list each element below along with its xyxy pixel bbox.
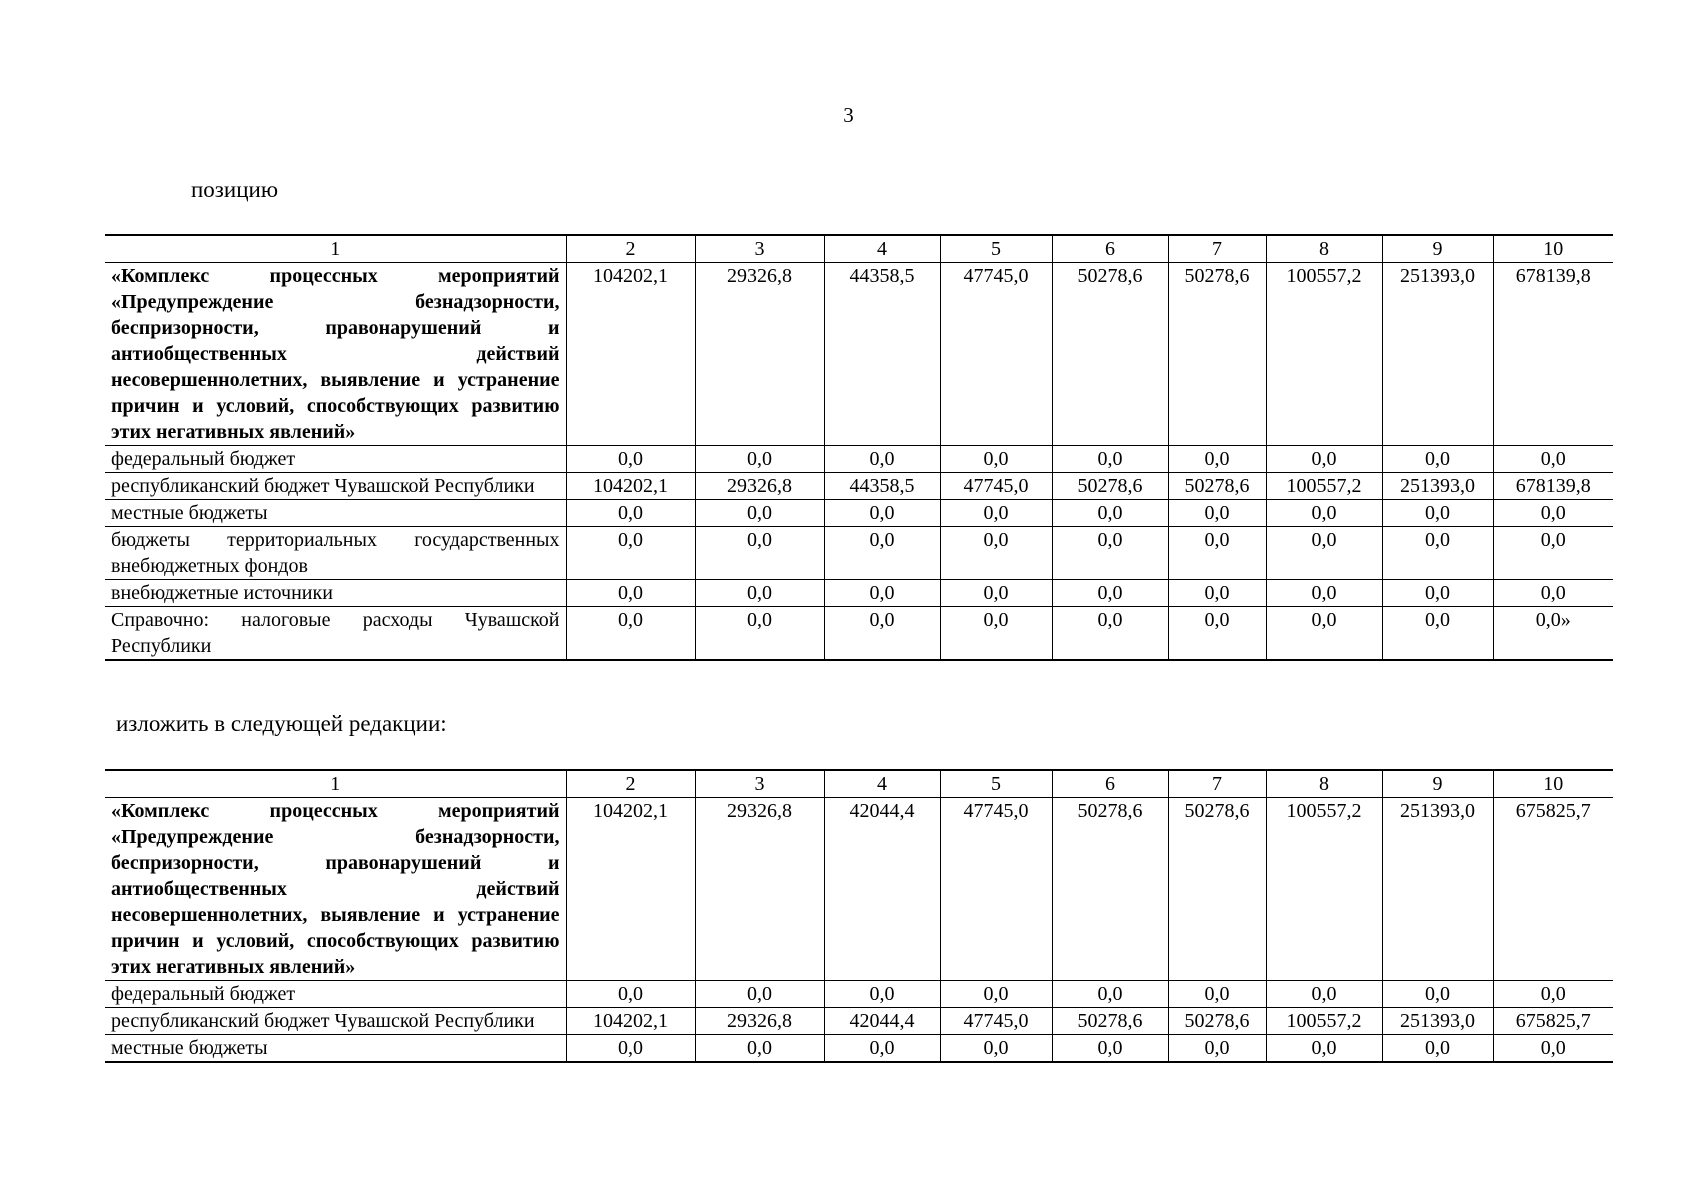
value-cell: 0,0 [940, 607, 1052, 661]
value-cell: 0,0 [1493, 446, 1613, 473]
new-budget-table [105, 769, 1613, 1063]
value-cell: 0,0 [566, 527, 695, 580]
page-number: 3 [843, 103, 854, 127]
column-number-header: 4 [824, 235, 940, 263]
row-label: внебюджетные источники [105, 580, 566, 607]
value-cell: 0,0 [1168, 527, 1266, 580]
value-cell: 29326,8 [695, 263, 824, 446]
value-cell: 0,0 [940, 580, 1052, 607]
column-number-header: 10 [1493, 770, 1613, 798]
column-number-header: 7 [1168, 770, 1266, 798]
value-cell: 47745,0 [940, 1008, 1052, 1035]
value-cell: 0,0 [1266, 1035, 1382, 1063]
value-cell: 47745,0 [940, 263, 1052, 446]
table-row [105, 798, 1613, 981]
value-cell: 0,0 [1052, 1035, 1168, 1063]
column-number-header: 6 [1052, 770, 1168, 798]
column-number-header: 6 [1052, 235, 1168, 263]
value-cell: 104202,1 [566, 473, 695, 500]
value-cell: 0,0 [1493, 1035, 1613, 1063]
value-cell: 0,0 [824, 1035, 940, 1063]
table-row [105, 263, 1613, 446]
value-cell: 0,0 [1382, 981, 1493, 1008]
value-cell: 29326,8 [695, 473, 824, 500]
value-cell: 50278,6 [1168, 263, 1266, 446]
column-number-header: 5 [940, 770, 1052, 798]
value-cell: 0,0 [566, 607, 695, 661]
column-number-header: 2 [566, 235, 695, 263]
value-cell: 0,0 [1493, 500, 1613, 527]
value-cell: 675825,7 [1493, 1008, 1613, 1035]
table-row [105, 981, 1613, 1008]
column-number-header: 8 [1266, 770, 1382, 798]
value-cell: 0,0» [1493, 607, 1613, 661]
value-cell: 50278,6 [1168, 473, 1266, 500]
value-cell: 50278,6 [1168, 798, 1266, 981]
value-cell: 47745,0 [940, 473, 1052, 500]
row-label: республиканский бюджет Чувашской Республики [105, 1008, 566, 1035]
table-row [105, 500, 1613, 527]
column-number-header: 1 [105, 770, 566, 798]
value-cell: 0,0 [1493, 981, 1613, 1008]
table-row [105, 446, 1613, 473]
row-label: местные бюджеты [105, 500, 566, 527]
value-cell: 0,0 [940, 981, 1052, 1008]
value-cell: 0,0 [1493, 527, 1613, 580]
value-cell: 100557,2 [1266, 1008, 1382, 1035]
value-cell: 0,0 [940, 446, 1052, 473]
value-cell: 0,0 [1382, 1035, 1493, 1063]
value-cell: 0,0 [695, 500, 824, 527]
value-cell: 675825,7 [1493, 798, 1613, 981]
value-cell: 0,0 [1266, 500, 1382, 527]
value-cell: 0,0 [940, 1035, 1052, 1063]
table-row [105, 1035, 1613, 1063]
value-cell: 50278,6 [1052, 473, 1168, 500]
value-cell: 0,0 [1168, 446, 1266, 473]
value-cell: 0,0 [1168, 500, 1266, 527]
value-cell: 0,0 [1266, 981, 1382, 1008]
value-cell: 42044,4 [824, 1008, 940, 1035]
value-cell: 0,0 [695, 446, 824, 473]
value-cell: 0,0 [940, 500, 1052, 527]
value-cell: 29326,8 [695, 798, 824, 981]
value-cell: 0,0 [1168, 981, 1266, 1008]
value-cell: 0,0 [566, 1035, 695, 1063]
value-cell: 0,0 [1052, 981, 1168, 1008]
row-label: республиканский бюджет Чувашской Республики [105, 473, 566, 500]
value-cell: 251393,0 [1382, 798, 1493, 981]
value-cell: 251393,0 [1382, 263, 1493, 446]
value-cell: 0,0 [824, 981, 940, 1008]
value-cell: 0,0 [824, 607, 940, 661]
value-cell: 44358,5 [824, 473, 940, 500]
column-number-header: 1 [105, 235, 566, 263]
value-cell: 0,0 [824, 527, 940, 580]
value-cell: 44358,5 [824, 263, 940, 446]
value-cell: 0,0 [824, 580, 940, 607]
column-number-header: 2 [566, 770, 695, 798]
value-cell: 0,0 [1266, 607, 1382, 661]
row-label: бюджеты территориальных государственных внебюджетных фондов [105, 527, 566, 580]
value-cell: 678139,8 [1493, 473, 1613, 500]
value-cell: 0,0 [1052, 446, 1168, 473]
value-cell: 0,0 [824, 446, 940, 473]
value-cell: 0,0 [695, 527, 824, 580]
value-cell: 104202,1 [566, 798, 695, 981]
value-cell: 0,0 [1382, 500, 1493, 527]
column-number-header: 7 [1168, 235, 1266, 263]
column-number-header: 10 [1493, 235, 1613, 263]
column-number-header: 9 [1382, 770, 1493, 798]
value-cell: 678139,8 [1493, 263, 1613, 446]
value-cell: 50278,6 [1052, 798, 1168, 981]
value-cell: 0,0 [1382, 527, 1493, 580]
value-cell: 0,0 [824, 500, 940, 527]
value-cell: 50278,6 [1052, 263, 1168, 446]
value-cell: 50278,6 [1168, 1008, 1266, 1035]
value-cell: 0,0 [566, 981, 695, 1008]
value-cell: 0,0 [1052, 607, 1168, 661]
value-cell: 0,0 [695, 580, 824, 607]
value-cell: 0,0 [1493, 580, 1613, 607]
value-cell: 100557,2 [1266, 263, 1382, 446]
column-number-header: 5 [940, 235, 1052, 263]
column-number-header: 3 [695, 235, 824, 263]
value-cell: 0,0 [1168, 1035, 1266, 1063]
value-cell: 0,0 [1266, 446, 1382, 473]
table-row [105, 527, 1613, 580]
column-number-header: 4 [824, 770, 940, 798]
value-cell: 0,0 [695, 981, 824, 1008]
value-cell: 0,0 [695, 1035, 824, 1063]
value-cell: 100557,2 [1266, 798, 1382, 981]
table-row [105, 580, 1613, 607]
row-label: федеральный бюджет [105, 981, 566, 1008]
row-label: федеральный бюджет [105, 446, 566, 473]
value-cell: 0,0 [566, 500, 695, 527]
amendment-instruction: изложить в следующей редакции: [116, 711, 447, 736]
value-cell: 50278,6 [1052, 1008, 1168, 1035]
column-number-header: 8 [1266, 235, 1382, 263]
row-label: местные бюджеты [105, 1035, 566, 1063]
value-cell: 104202,1 [566, 263, 695, 446]
row-label: «Комплекс процессных мероприятий «Предупреждение безнадзорности, беспризорности, правонарушений и антиобщественных действий несовершеннолетних, выявление и устранение причин и условий, способствующих развитию этих негативных явлений» [105, 798, 566, 981]
old-budget-table [105, 234, 1613, 661]
column-number-header: 9 [1382, 235, 1493, 263]
value-cell: 100557,2 [1266, 473, 1382, 500]
value-cell: 0,0 [1382, 607, 1493, 661]
value-cell: 0,0 [1052, 580, 1168, 607]
table-header-row [105, 770, 1613, 798]
table-row [105, 473, 1613, 500]
value-cell: 104202,1 [566, 1008, 695, 1035]
value-cell: 0,0 [695, 607, 824, 661]
value-cell: 251393,0 [1382, 473, 1493, 500]
value-cell: 0,0 [1052, 500, 1168, 527]
value-cell: 0,0 [1266, 580, 1382, 607]
value-cell: 251393,0 [1382, 1008, 1493, 1035]
intro-text: позицию [191, 177, 279, 202]
value-cell: 42044,4 [824, 798, 940, 981]
column-number-header: 3 [695, 770, 824, 798]
value-cell: 0,0 [1052, 527, 1168, 580]
row-label: Справочно: налоговые расходы Чувашской Республики [105, 607, 566, 661]
value-cell: 29326,8 [695, 1008, 824, 1035]
value-cell: 0,0 [1168, 607, 1266, 661]
value-cell: 0,0 [940, 527, 1052, 580]
table-row [105, 607, 1613, 661]
table-row [105, 1008, 1613, 1035]
value-cell: 47745,0 [940, 798, 1052, 981]
row-label: «Комплекс процессных мероприятий «Предупреждение безнадзорности, беспризорности, правонарушений и антиобщественных действий несовершеннолетних, выявление и устранение причин и условий, способствующих развитию этих негативных явлений» [105, 263, 566, 446]
value-cell: 0,0 [566, 580, 695, 607]
value-cell: 0,0 [1168, 580, 1266, 607]
value-cell: 0,0 [566, 446, 695, 473]
value-cell: 0,0 [1382, 446, 1493, 473]
table-header-row [105, 235, 1613, 263]
value-cell: 0,0 [1382, 580, 1493, 607]
value-cell: 0,0 [1266, 527, 1382, 580]
